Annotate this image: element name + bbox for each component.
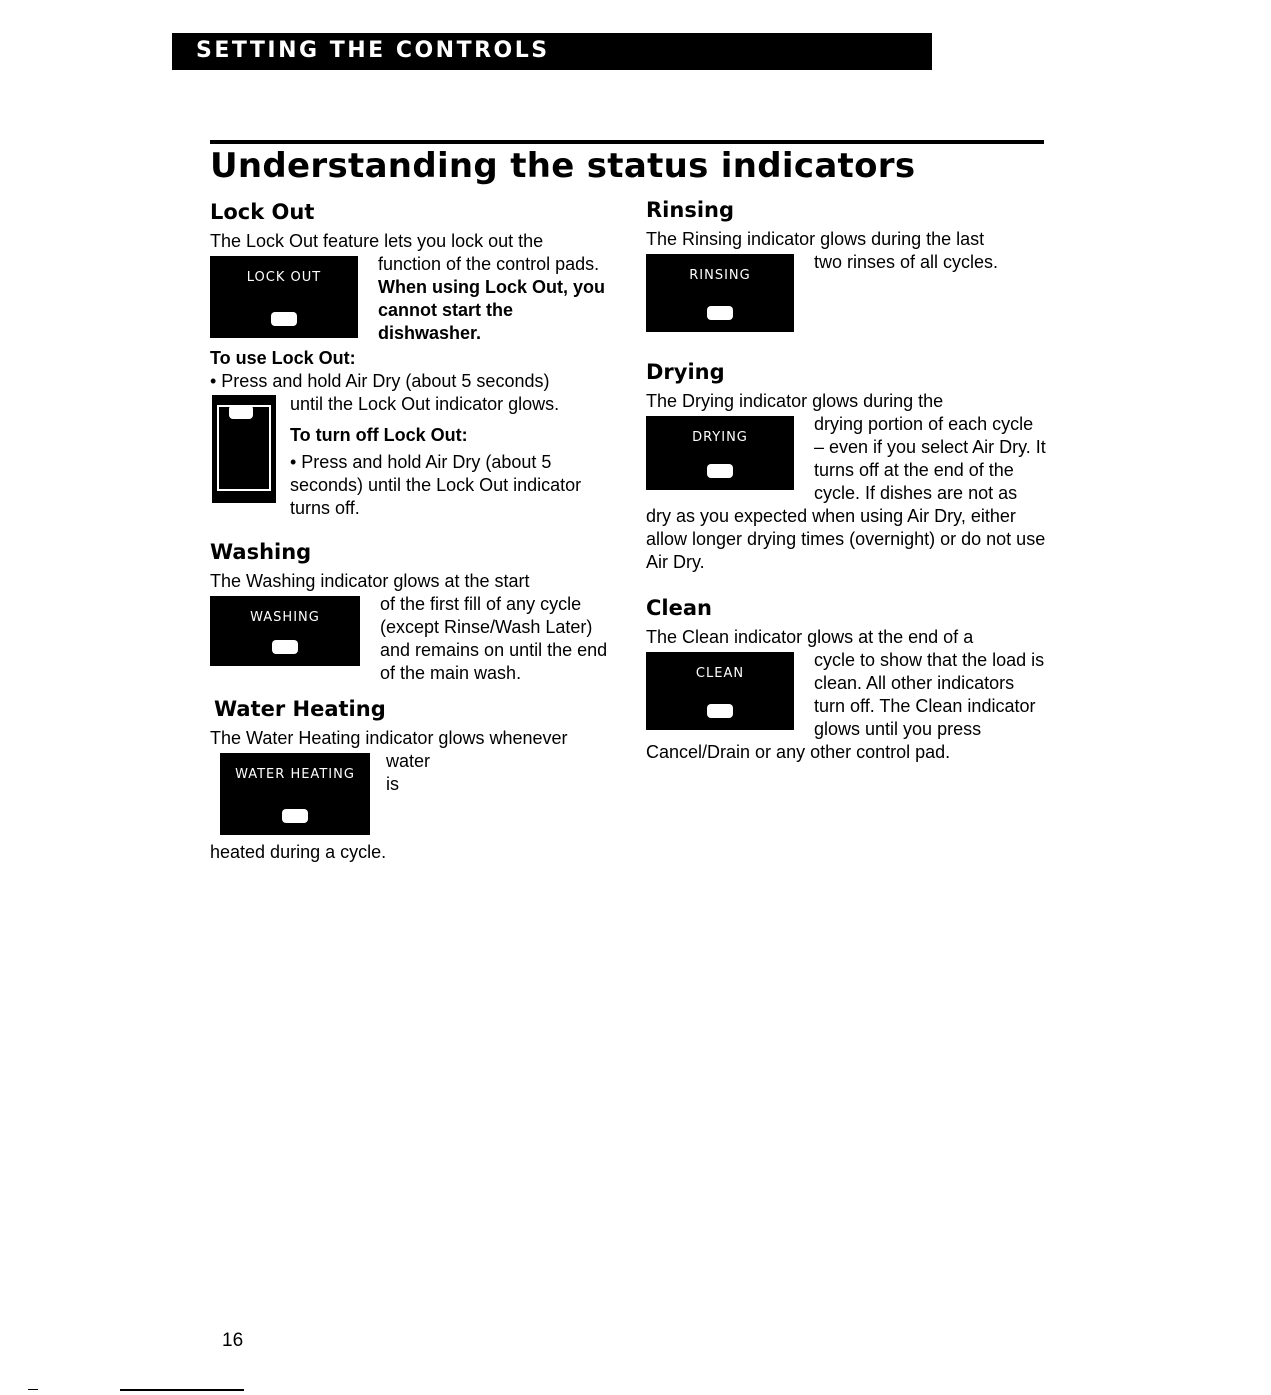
lock-out-panel-label: LOCK OUT — [246, 270, 322, 285]
water-heating-description: water is heated during a cycle. — [210, 751, 431, 862]
water-heating-section — [210, 697, 610, 864]
drying-intro: The Drying indicator glows during the — [646, 391, 944, 411]
drying-panel-label: DRYING — [692, 430, 748, 445]
footer-tick — [28, 1389, 38, 1390]
washing-heading: Washing — [210, 540, 312, 564]
lock-out-section — [210, 200, 610, 520]
lock-out-off-step: • Press and hold Air Dry (about 5 seconds) until the Lock Out indicator turns off. — [290, 452, 582, 518]
washing-intro: The Washing indicator glows at the start — [210, 571, 530, 591]
left-column — [210, 200, 610, 864]
clean-description: cycle to show that the load is clean. All other indicators turn off. The Clean indicator glows until you press Cancel/Drain or any other control pad. — [646, 650, 1045, 762]
footer-rule — [120, 1389, 244, 1391]
clean-heading: Clean — [646, 596, 712, 620]
water-heating-indicator-panel — [220, 753, 370, 835]
section-header-label: SETTING THE CONTROLS — [196, 38, 550, 63]
rinsing-heading: Rinsing — [646, 198, 734, 222]
air-dry-label: AIR DRY — [219, 441, 269, 452]
lock-out-use-step-cont: until the Lock Out indicator glows. — [290, 394, 560, 414]
rinsing-description: two rinses of all cycles. — [814, 252, 999, 272]
water-heating-heading: Water Heating — [214, 697, 386, 721]
lock-out-warning: When using Lock Out, you cannot start the dishwasher. — [378, 277, 605, 343]
lock-out-indicator-panel — [210, 256, 358, 338]
title-rule — [210, 140, 1044, 144]
water-heating-panel-label: WATER HEATING — [235, 767, 355, 782]
drying-indicator-panel — [646, 416, 794, 490]
water-heating-intro: The Water Heating indicator glows whenever — [210, 728, 568, 748]
lock-out-intro: The Lock Out feature lets you lock out the — [210, 231, 544, 251]
air-dry-button-icon — [212, 395, 276, 503]
indicator-light-icon — [229, 405, 253, 419]
right-column — [646, 198, 1046, 764]
washing-description: of the first fill of any cycle (except Rinse/Wash Later) and remains on until the end of the main wash. — [380, 594, 608, 683]
drying-description: drying portion of each cycle – even if you select Air Dry. It turns off at the end of the cycle. If dishes are not as dry as you expected when using Air Dry, either allow longer drying times (overnight) or do not use Air Dry. — [646, 414, 1046, 572]
indicator-light-icon — [271, 312, 297, 326]
indicator-light-icon — [707, 464, 733, 478]
rinsing-intro: The Rinsing indicator glows during the last — [646, 229, 985, 249]
lock-out-heading: Lock Out — [210, 200, 315, 224]
indicator-light-icon — [707, 306, 733, 320]
clean-intro: The Clean indicator glows at the end of a — [646, 627, 974, 647]
indicator-light-icon — [707, 704, 733, 718]
rinsing-indicator-panel — [646, 254, 794, 332]
washing-indicator-panel — [210, 596, 360, 666]
indicator-light-icon — [272, 640, 298, 654]
lock-out-use-step: • Press and hold Air Dry (about 5 seconds) — [210, 371, 550, 391]
clean-section — [646, 596, 1046, 764]
rinsing-section — [646, 198, 1046, 338]
rinsing-panel-label: RINSING — [689, 268, 751, 283]
page-title: Understanding the status indicators — [210, 146, 916, 186]
lock-out-description-text: function of the control pads. — [378, 254, 600, 274]
clean-panel-label: CLEAN — [695, 666, 745, 681]
indicator-light-icon — [282, 809, 308, 823]
clean-indicator-panel — [646, 652, 794, 730]
drying-section — [646, 360, 1046, 574]
page-number: 16 — [222, 1330, 244, 1351]
washing-panel-label: WASHING — [250, 610, 320, 625]
lock-out-use-heading: To use Lock Out: — [210, 348, 356, 368]
drying-heading: Drying — [646, 360, 725, 384]
lock-out-off-heading: To turn off Lock Out: — [290, 425, 468, 445]
washing-section — [210, 540, 610, 685]
section-header-bar — [172, 33, 932, 70]
